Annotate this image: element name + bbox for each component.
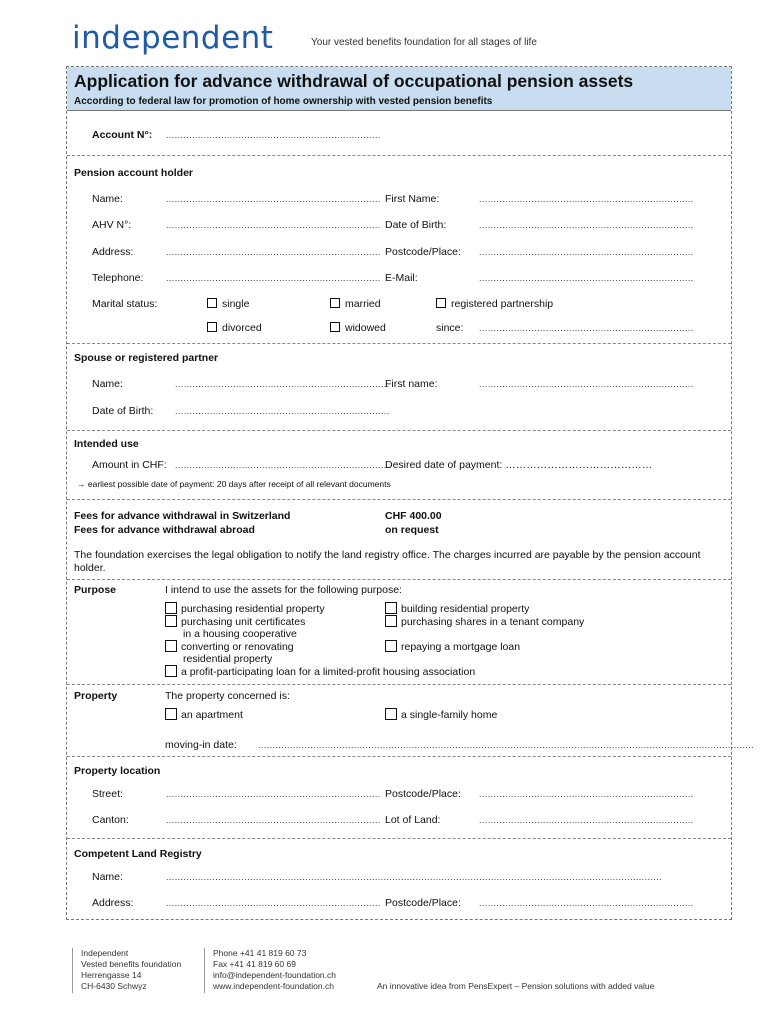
ahv-field[interactable]: .......................................................................... [166,220,381,230]
purpose-intro: I intend to use the assets for the following purpose: [165,584,402,596]
divider [67,756,731,757]
purpose-opt-mortgage[interactable] [385,640,520,653]
checkbox-icon[interactable] [385,708,397,720]
lot-label: Lot of Land: [385,814,441,826]
holder-firstname-field[interactable]: .......................................................................... [479,194,694,204]
holder-heading: Pension account holder [74,167,194,179]
footer-fax: Fax +41 41 819 60 69 [213,959,296,969]
address-field[interactable]: .......................................................................... [166,247,381,257]
checkbox-icon[interactable] [165,602,177,614]
divider [67,499,731,500]
application-form [66,66,754,920]
footer-org: Independent [81,948,129,958]
checkbox-icon[interactable] [165,708,177,720]
opt-label: a single-family home [401,709,498,721]
postcode-label: Postcode/Place: [385,246,461,258]
amount-field[interactable]: .......................................................................... [175,460,390,470]
ahv-label: AHV N°: [92,219,132,231]
payment-note-text: earliest possible date of payment: 20 days after receipt of all relevant documents [87,479,391,489]
fee-abroad-label: Fees for advance withdrawal abroad [74,524,255,536]
checkbox-icon[interactable] [165,665,177,677]
footer-address [81,948,181,992]
dob-field[interactable]: .......................................................................... [479,220,694,230]
opt-label: an apartment [181,709,243,721]
widowed-label: widowed [345,322,386,334]
marital-label: Marital status: [92,298,158,310]
location-postcode-field[interactable]: .......................................................................... [479,789,694,799]
opt-label: purchasing unit certificates [181,616,306,628]
since-label: since: [436,322,464,334]
footer-separator [204,948,205,993]
checkbox-icon[interactable] [207,298,217,308]
opt-label-cont: residential property [183,653,273,665]
property-intro: The property concerned is: [165,690,290,702]
fee-ch-label: Fees for advance withdrawal in Switzerland [74,510,291,522]
married-label: married [345,298,381,310]
opt-label: purchasing residential property [181,603,325,615]
footer-city: CH-6430 Schwyz [81,981,147,991]
moving-in-field[interactable]: ........................................................................................................................................................................... [258,740,754,750]
spouse-heading: Spouse or registered partner [74,352,219,364]
moving-in-label: moving-in date: [165,739,237,751]
footer-slogan: An innovative idea from PensExpert – Pension solutions with added value [377,981,655,991]
registry-postcode-field[interactable]: .......................................................................... [479,898,694,908]
desired-date[interactable]: Desired date of payment: …………………………………… [385,459,653,471]
spouse-firstname-field[interactable]: .......................................................................... [479,379,694,389]
divider [67,579,731,580]
checkbox-icon[interactable] [165,640,177,652]
registry-postcode-label: Postcode/Place: [385,897,461,909]
checkbox-icon[interactable] [330,322,340,332]
marital-married[interactable] [330,298,381,310]
footer-email[interactable]: info@independent-foundation.ch [213,970,337,980]
footer-web[interactable]: www.independent-foundation.ch [213,981,334,991]
checkbox-icon[interactable] [207,322,217,332]
footer-org-desc: Vested benefits foundation [81,959,182,969]
form-title: Application for advance withdrawal of occupational pension assets [74,71,634,91]
purpose-opt-shares[interactable] [385,615,584,628]
registry-name-label: Name: [92,871,123,883]
registry-name-field[interactable]: ........................................................................................................................................................................... [166,872,662,882]
purpose-opt-purchasing[interactable] [165,602,325,615]
account-label: Account N°: [92,129,153,141]
divider [67,838,731,839]
address-label: Address: [92,246,134,258]
arrow-right-icon: → [77,479,88,489]
intended-heading: Intended use [74,438,139,450]
marital-partnership[interactable] [436,298,553,310]
holder-name-label: Name: [92,193,123,205]
opt-label: building residential property [401,603,530,615]
amount-label: Amount in CHF: [92,459,167,471]
fee-ch-value: CHF 400.00 [385,510,442,522]
footer-street: Herrengasse 14 [81,970,142,980]
footer-separator [72,948,73,993]
purpose-opt-unit-certificates[interactable] [165,615,305,628]
postcode-field[interactable]: .......................................................................... [479,247,694,257]
single-label: single [222,298,250,310]
canton-label: Canton: [92,814,129,826]
canton-field[interactable]: .......................................................................... [166,815,381,825]
opt-label-cont: in a housing cooperative [183,628,297,640]
registry-address-field[interactable]: .......................................................................... [166,898,381,908]
opt-label: converting or renovating [181,641,294,653]
holder-name-field[interactable]: .......................................................................... [166,194,381,204]
title-box [67,67,731,111]
email-field[interactable]: .......................................................................... [479,273,694,283]
footer-phone: Phone +41 41 819 60 73 [213,948,307,958]
property-opt-house[interactable] [385,708,497,721]
divider [67,684,731,685]
fee-abroad-value: on request [385,524,439,536]
opt-label: repaying a mortgage loan [401,641,521,653]
logo: independent [72,20,274,56]
checkbox-icon[interactable] [385,640,397,652]
lot-field[interactable]: .......................................................................... [479,815,694,825]
checkbox-icon[interactable] [385,615,397,627]
location-heading: Property location [74,765,161,777]
spouse-dob-label: Date of Birth: [92,405,154,417]
payment-note [77,479,391,489]
divider [67,430,731,431]
form-subtitle: According to federal law for promotion of home ownership with vested pension benefits [74,96,493,107]
purpose-opt-building[interactable] [385,602,529,615]
checkbox-icon[interactable] [330,298,340,308]
partnership-label: registered partnership [451,298,554,310]
opt-label: purchasing shares in a tenant company [401,616,585,628]
marital-divorced[interactable] [207,322,262,334]
checkbox-icon[interactable] [165,615,177,627]
dob-label: Date of Birth: [385,219,447,231]
street-field[interactable]: .......................................................................... [166,789,381,799]
email-label: E-Mail: [385,272,418,284]
property-opt-apartment[interactable] [165,708,243,721]
marital-single[interactable] [207,298,249,310]
checkbox-icon[interactable] [436,298,446,308]
registry-address-label: Address: [92,897,134,909]
marital-widowed[interactable] [330,322,386,334]
holder-firstname-label: First Name: [385,193,440,205]
property-heading: Property [74,690,118,702]
telephone-field[interactable]: .......................................................................... [166,273,381,283]
spouse-name-label: Name: [92,378,123,390]
street-label: Street: [92,788,123,800]
purpose-opt-loan[interactable] [165,665,475,678]
checkbox-icon[interactable] [385,602,397,614]
tagline: Your vested benefits foundation for all stages of life [311,37,537,48]
spouse-name-field[interactable]: .......................................................................... [175,379,390,389]
divider [67,343,731,344]
opt-label: a profit-participating loan for a limited-profit housing association [181,666,476,678]
fees-paragraph: The foundation exercises the legal obligation to notify the land registry office. The charges incurred are payable by the pension account holder. [74,549,701,574]
footer-contact [213,948,336,992]
spouse-firstname-label: First name: [385,378,438,390]
purpose-heading: Purpose [74,584,117,596]
location-postcode-label: Postcode/Place: [385,788,461,800]
divorced-label: divorced [222,322,262,334]
account-field[interactable]: .......................................................................... [166,130,381,140]
divider [67,155,731,156]
since-field[interactable]: .......................................................................... [479,323,694,333]
telephone-label: Telephone: [92,272,144,284]
registry-heading: Competent Land Registry [74,848,202,860]
purpose-opt-converting[interactable] [165,640,294,653]
spouse-dob-field[interactable]: .......................................................................... [175,406,390,416]
